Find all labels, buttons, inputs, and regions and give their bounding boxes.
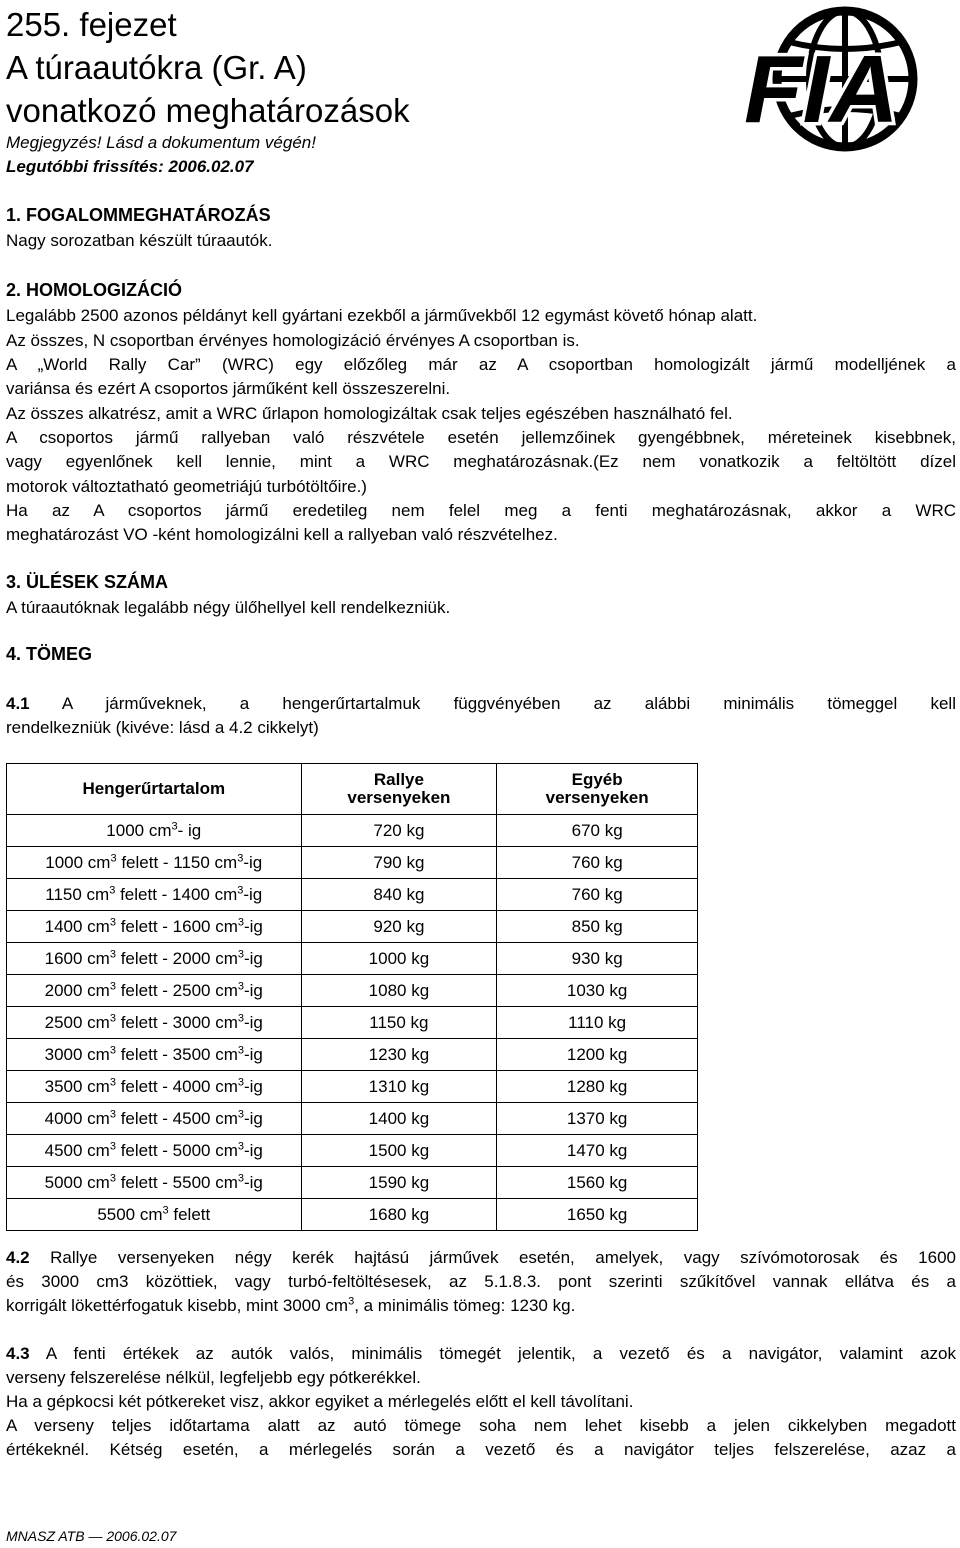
capacity-cell: 1400 $cm^3$ felett - 1600 $cm^3-ig$ (7, 911, 302, 943)
section-4-2-line-a: 4.2 Rallye versenyeken négy kerék hajtású járművek esetén, amelyek, vagy szívómotorosak és 1600 (6, 1248, 956, 1267)
fia-logo (734, 4, 956, 154)
section-4-1-line-a: 4.1 A járműveknek, a hengerűrtartalmuk függvényében az alábbi minimális tömeggel kell (6, 694, 956, 713)
section-1-text: Nagy sorozatban készült túraautók. (6, 231, 273, 250)
table-row (7, 911, 698, 943)
other-weight-cell: 670 kg (497, 815, 698, 847)
section-3-heading: 3. ÜLÉSEK SZÁMA (6, 572, 169, 592)
capacity-cell: 5000 $cm^3$ felett - 5500 $cm^3-ig$ (7, 1167, 302, 1199)
page-title-line-2: vonatkozó meghatározások (6, 92, 410, 129)
other-weight-cell: 760 kg (497, 847, 698, 879)
section-2-paragraph-4: Az összes alkatrész, amit a WRC űrlapon homologizáltak csak teljes egészében használható fel. (6, 404, 733, 423)
capacity-cell: 1000 $cm^3-$ ig (7, 815, 302, 847)
header-other: Egyéb versenyeken (497, 764, 698, 815)
table-row (7, 975, 698, 1007)
table-row (7, 1071, 698, 1103)
table-row (7, 1007, 698, 1039)
section-2-paragraph-5c: motorok változtatható geometriájú turbótöltőire.) (6, 477, 367, 496)
other-weight-cell: 1200 kg (497, 1039, 698, 1071)
section-4-3-line-c: Ha a gépkocsi két pótkereket visz, akkor egyiket a mérlegelés előtt el kell távolítani. (6, 1392, 634, 1411)
section-2-paragraph-2: Az összes, N csoportban érvényes homologizáció érvényes A csoportban is. (6, 331, 580, 350)
capacity-cell: 1600 $cm^3$ felett - 2000 $cm^3-ig$ (7, 943, 302, 975)
clause-number-4-3: 4.3 (6, 1344, 30, 1363)
section-2-paragraph-5b: vagy egyenlőnek kell lennie, mint a WRC meghatározásnak.(Ez nem vonatkozik a feltöltött dízel (6, 452, 956, 471)
weight-table (6, 763, 698, 1231)
capacity-cell: 5500 $cm^3$ felett (7, 1199, 302, 1231)
rally-weight-cell: 1680 kg (301, 1199, 497, 1231)
svg-text:FIA: FIA (744, 36, 899, 143)
capacity-cell: 1000 $cm^3$ felett - 1150 $cm^3-ig$ (7, 847, 302, 879)
rally-weight-cell: 1080 kg (301, 975, 497, 1007)
other-weight-cell: 1110 kg (497, 1007, 698, 1039)
rally-weight-cell: 1310 kg (301, 1071, 497, 1103)
capacity-cell: 2500 $cm^3$ felett - 3000 $cm^3-ig$ (7, 1007, 302, 1039)
section-4-3-line-d: A verseny teljes időtartama alatt az autó tömege soha nem lehet kisebb a jelen cikkelyben megadott (6, 1416, 956, 1435)
section-2-paragraph-5a: A csoportos jármű rallyeban való részvétele esetén jellemzőinek gyengébbnek, méreteinek kisebbnek, (6, 428, 956, 447)
rally-weight-cell: 1230 kg (301, 1039, 497, 1071)
section-2-paragraph-1: Legalább 2500 azonos példányt kell gyártani ezekből a járművekből 12 egymást követő hónap alatt. (6, 306, 758, 325)
capacity-cell: 1150 $cm^3$ felett - 1400 $cm^3-ig$ (7, 879, 302, 911)
section-4-2-line-c: korrigált lökettérfogatuk kisebb, mint 3000 $cm^3$, a minimális tömeg: 1230 kg. (6, 1295, 576, 1315)
rally-weight-cell: 1590 kg (301, 1167, 497, 1199)
other-weight-cell: 850 kg (497, 911, 698, 943)
section-4-1-line-b: rendelkezniük (kivéve: lásd a 4.2 cikkelyt) (6, 718, 319, 737)
section-2-heading: 2. HOMOLOGIZÁCIÓ (6, 280, 183, 300)
section-4-3-line-a: 4.3 A fenti értékek az autók valós, minimális tömegét jelentik, a vezető és a navigátor, valamint azok (6, 1344, 956, 1363)
chapter-number: 255. fejezet (6, 6, 177, 43)
header-rally: Rallye versenyeken (301, 764, 497, 815)
other-weight-cell: 1470 kg (497, 1135, 698, 1167)
other-weight-cell: 1370 kg (497, 1103, 698, 1135)
clause-number-4-1: 4.1 (6, 694, 30, 713)
rally-weight-cell: 1150 kg (301, 1007, 497, 1039)
page-title-line-1: A túraautókra (Gr. A) (6, 49, 307, 86)
rally-weight-cell: 920 kg (301, 911, 497, 943)
footer-text: MNASZ ATB — 2006.02.07 (6, 1528, 177, 1544)
capacity-cell: 4000 $cm^3$ felett - 4500 $cm^3-ig$ (7, 1103, 302, 1135)
other-weight-cell: 760 kg (497, 879, 698, 911)
capacity-cell: 3500 $cm^3$ felett - 4000 $cm^3-ig$ (7, 1071, 302, 1103)
rally-weight-cell: 1400 kg (301, 1103, 497, 1135)
last-updated: Legutóbbi frissítés: 2006.02.07 (6, 157, 254, 176)
table-row (7, 879, 698, 911)
capacity-cell: 2000 $cm^3$ felett - 2500 $cm^3-ig$ (7, 975, 302, 1007)
rally-weight-cell: 1500 kg (301, 1135, 497, 1167)
clause-number-4-2: 4.2 (6, 1248, 30, 1267)
section-4-2-line-b: és 3000 cm3 közöttiek, vagy turbó-feltöltésesek, az 5.1.8.3. pont szerinti szűkítővel vannak ellátva és a (6, 1272, 956, 1291)
table-row (7, 1135, 698, 1167)
section-1-heading: 1. FOGALOMMEGHATÁROZÁS (6, 205, 271, 225)
rally-weight-cell: 1000 kg (301, 943, 497, 975)
section-3-text: A túraautóknak legalább négy ülőhellyel kell rendelkezniük. (6, 598, 451, 617)
table-row (7, 815, 698, 847)
other-weight-cell: 1030 kg (497, 975, 698, 1007)
section-2-paragraph-3b: variánsa és ezért A csoportos járműként kell összeszerelni. (6, 379, 451, 398)
rally-weight-cell: 720 kg (301, 815, 497, 847)
section-4-3-line-b: verseny felszerelése nélkül, legfeljebb egy pótkerékkel. (6, 1368, 421, 1387)
note-text: Megjegyzés! Lásd a dokumentum végén! (6, 133, 316, 152)
section-4-heading: 4. TÖMEG (6, 644, 93, 664)
other-weight-cell: 1280 kg (497, 1071, 698, 1103)
header-capacity: Hengerűrtartalom (7, 764, 302, 815)
other-weight-cell: 1560 kg (497, 1167, 698, 1199)
table-row (7, 1103, 698, 1135)
table-row (7, 943, 698, 975)
other-weight-cell: 930 kg (497, 943, 698, 975)
other-weight-cell: 1650 kg (497, 1199, 698, 1231)
table-row (7, 847, 698, 879)
table-header-row (7, 764, 698, 815)
capacity-cell: 4500 $cm^3$ felett - 5000 $cm^3-ig$ (7, 1135, 302, 1167)
capacity-cell: 3000 $cm^3$ felett - 3500 $cm^3-ig$ (7, 1039, 302, 1071)
table-row (7, 1167, 698, 1199)
section-2-paragraph-3a: A „World Rally Car” (WRC) egy előzőleg már az A csoportban homologizált jármű modelljének a (6, 355, 956, 374)
section-2-paragraph-6a: Ha az A csoportos jármű eredetileg nem felel meg a fenti meghatározásnak, akkor a WRC (6, 501, 956, 520)
table-row (7, 1199, 698, 1231)
section-4-3-line-e: értékeknél. Kétség esetén, a mérlegelés során a vezető és a navigátor teljes felszerelése, azaz a (6, 1440, 956, 1459)
rally-weight-cell: 790 kg (301, 847, 497, 879)
section-2-paragraph-6b: meghatározást VO -ként homologizálni kell a rallyeban való részvételhez. (6, 525, 558, 544)
table-row (7, 1039, 698, 1071)
rally-weight-cell: 840 kg (301, 879, 497, 911)
